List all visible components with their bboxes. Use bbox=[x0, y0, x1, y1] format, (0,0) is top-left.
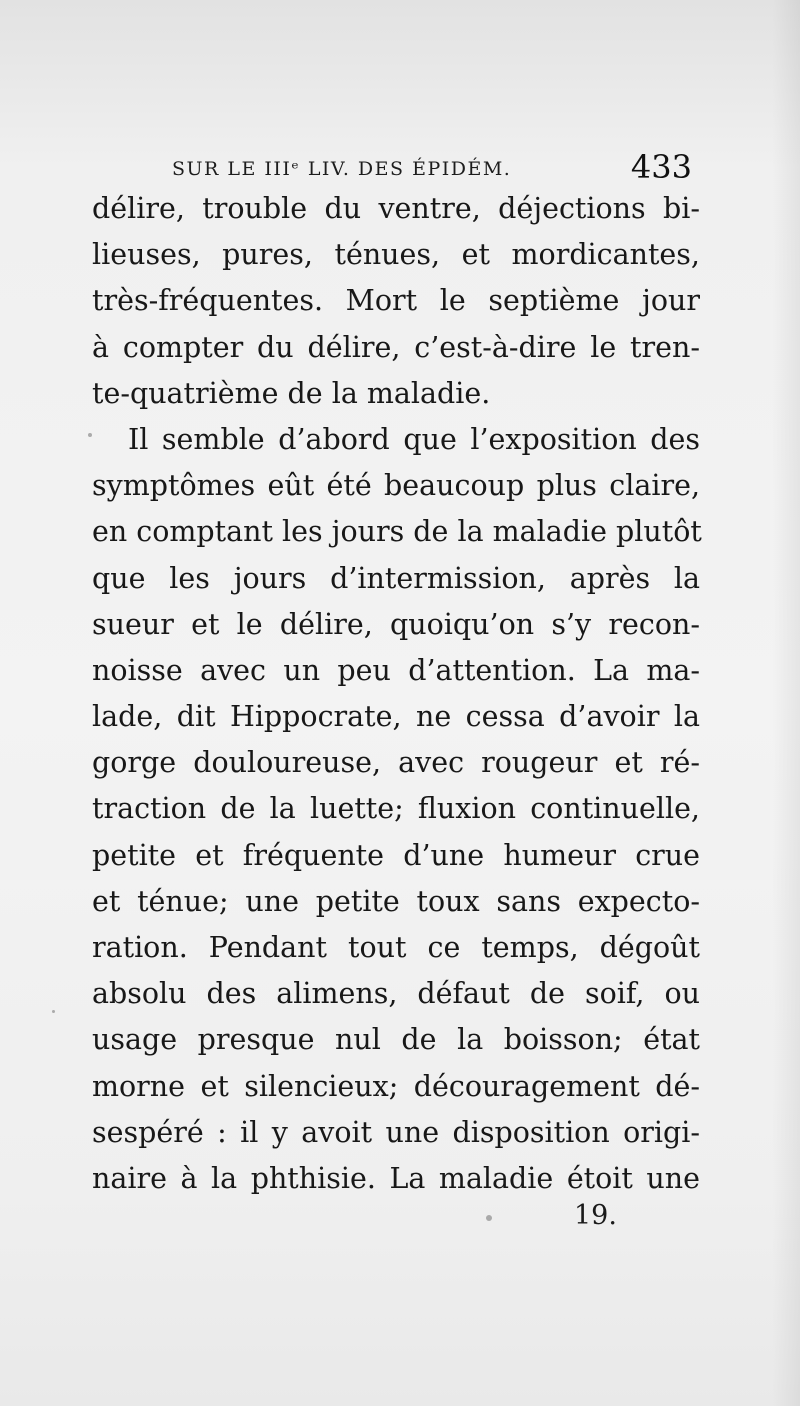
text-line: très-fréquentes. Mort le septième jour bbox=[92, 284, 700, 318]
signature-mark: 19. bbox=[574, 1200, 617, 1231]
text-line: gorge douloureuse, avec rougeur et ré- bbox=[92, 746, 700, 780]
text-line: symptômes eût été beaucoup plus claire, bbox=[92, 469, 700, 503]
text-line: traction de la luette; fluxion continuelle, bbox=[92, 792, 700, 826]
text-line: te-quatrième de la maladie. bbox=[92, 376, 491, 410]
running-head bbox=[172, 148, 692, 184]
text-line: lade, dit Hippocrate, ne cessa d’avoir la bbox=[92, 700, 700, 734]
text-line: sespéré : il y avoit une disposition origi- bbox=[92, 1115, 700, 1149]
text-line: lieuses, pures, ténues, et mordicantes, bbox=[92, 238, 700, 272]
text-line: morne et silencieux; découragement dé- bbox=[92, 1069, 700, 1103]
text-line: à compter du délire, c’est-à-dire le tren- bbox=[92, 330, 700, 364]
text-line: naire à la phthisie. La maladie étoit une bbox=[92, 1161, 700, 1195]
paragraph-first-line: Il semble d’abord que l’exposition des bbox=[128, 422, 700, 456]
text-line: ration. Pendant tout ce temps, dégoût bbox=[92, 931, 700, 964]
text-line: en comptant les jours de la maladie plutôt bbox=[92, 515, 702, 549]
page-edge-shadow bbox=[772, 0, 800, 1406]
text-line: petite et fréquente d’une humeur crue bbox=[92, 838, 700, 872]
text-line: noisse avec un peu d’attention. La ma- bbox=[92, 653, 700, 687]
text-line: et ténue; une petite toux sans expecto- bbox=[92, 884, 700, 918]
text-line: délire, trouble du ventre, déjections bi- bbox=[92, 192, 700, 225]
paper-speck bbox=[486, 1215, 492, 1221]
paper-speck bbox=[52, 1010, 55, 1013]
running-head-title: SUR LE IIIᵉ LIV. DES ÉPIDÉM. bbox=[172, 158, 512, 180]
text-line: usage presque nul de la boisson; état bbox=[92, 1023, 700, 1057]
text-line: absolu des alimens, défaut de soif, ou bbox=[92, 977, 700, 1011]
text-line: que les jours d’intermission, après la bbox=[92, 561, 700, 595]
text-line: sueur et le délire, quoiqu’on s’y recon- bbox=[92, 607, 700, 641]
body-text bbox=[92, 186, 700, 1202]
page-number: 433 bbox=[630, 148, 692, 186]
paper-speck bbox=[88, 433, 92, 437]
